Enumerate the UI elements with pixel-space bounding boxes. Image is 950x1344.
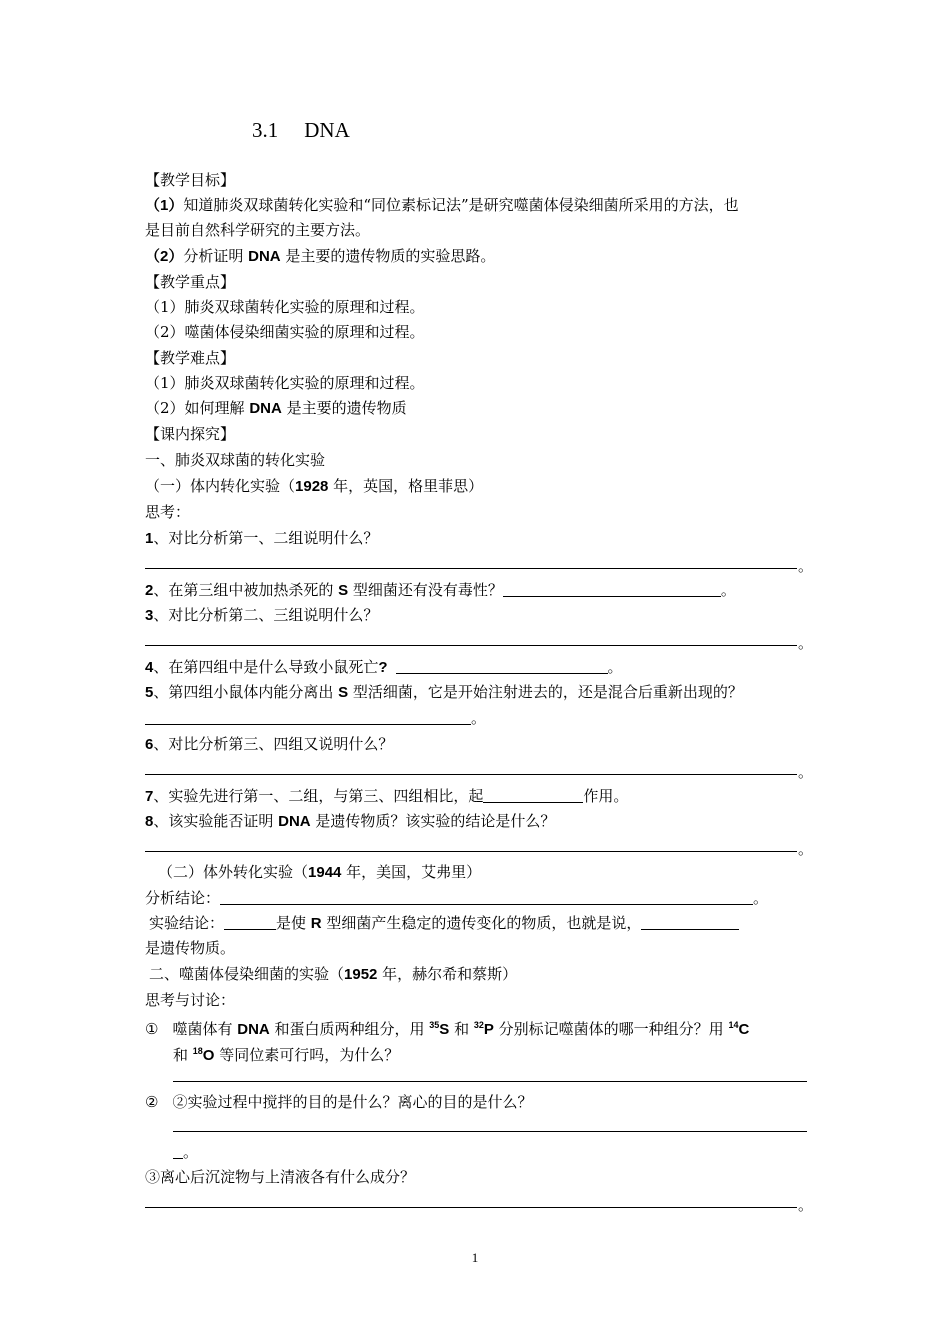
key-point-2: （2）噬菌体侵染细菌实验的原理和过程。	[145, 323, 425, 341]
objectives-heading: 【教学目标】	[145, 171, 236, 189]
answer-blank-4[interactable]	[396, 659, 608, 674]
key-points-heading: 【教学重点】	[145, 273, 236, 291]
experiment-conclusion: 实验结论： 是使 R 型细菌产生稳定的遗传变化的物质，也就是说，	[149, 913, 739, 934]
question-7: 7、实验先进行第一、二组，与第三、四组相比，起 作用。	[145, 787, 629, 805]
answer-line-8[interactable]	[145, 851, 797, 852]
question-2: 2、在第三组中被加热杀死的 S 型细菌还有没有毒性？ 。	[145, 581, 736, 599]
answer-line-discussion-2[interactable]	[173, 1131, 807, 1132]
difficulties-heading: 【教学难点】	[145, 349, 236, 367]
period: 。	[798, 1196, 814, 1214]
objective-2: （2）分析证明 DNA 是主要的遗传物质的实验思路。	[145, 247, 496, 265]
answer-blank-5[interactable]	[145, 710, 471, 725]
answer-line-3[interactable]	[145, 645, 797, 646]
answer-line-1[interactable]	[145, 568, 797, 569]
question-3: 3、对比分析第二、三组说明什么？	[145, 606, 379, 624]
period: 。	[798, 634, 814, 652]
discussion-3: ③离心后沉淀物与上清液各有什么成分？	[145, 1168, 416, 1186]
title-number: 3.1	[252, 118, 279, 142]
question-6: 6、对比分析第三、四组又说明什么？	[145, 735, 394, 753]
subsection-1-title: （一）体内转化实验（1928 年，英国，格里菲思）	[145, 477, 484, 495]
discussion-1-continued: 和 $^{18}$O 等同位素可行吗，为什么？	[173, 1046, 400, 1064]
question-8: 8、该实验能否证明 DNA 是遗传物质？该实验的结论是什么？	[145, 812, 556, 830]
discussion-2: ② ②实验过程中搅拌的目的是什么？离心的目的是什么？	[145, 1093, 533, 1111]
question-4: 4、在第四组中是什么导致小鼠死亡? 。	[145, 658, 623, 676]
question-5-answer: 。	[145, 708, 486, 728]
think-label: 思考：	[145, 503, 191, 521]
period: 。	[798, 557, 814, 575]
question-5: 5、第四组小鼠体内能分离出 S 型活细菌，它是开始注射进去的，还是混合后重新出现的？	[145, 683, 743, 701]
key-point-1: （1）肺炎双球菌转化实验的原理和过程。	[145, 298, 425, 316]
answer-line-6[interactable]	[145, 774, 797, 775]
title-text: DNA	[304, 118, 350, 142]
conclusion-blank-1[interactable]	[224, 915, 276, 930]
answer-blank-7[interactable]	[483, 788, 583, 803]
objective-1: （1）知道肺炎双球菌转化实验和“同位素标记法”是研究噬菌体侵染细菌所采用的方法，也	[145, 196, 739, 214]
analysis-blank[interactable]	[220, 890, 753, 905]
subsection-2-title: （二）体外转化实验（1944 年，美国，艾弗里）	[158, 863, 482, 881]
question-1: 1、对比分析第一、二组说明什么？	[145, 529, 379, 547]
discussion-label: 思考与讨论：	[145, 991, 236, 1009]
period: 。	[798, 763, 814, 781]
discussion-2-end: 。	[173, 1142, 198, 1162]
difficulty-2: （2）如何理解 DNA 是主要的遗传物质	[145, 399, 407, 417]
page-number: 1	[471, 1250, 479, 1265]
objective-1-continued: 是目前自然科学研究的主要方法。	[145, 221, 371, 239]
discussion-1: ① 噬菌体有 DNA 和蛋白质两种组分，用 $^{35}$S 和 $^{32}$P 分别标记噬菌体的哪一种组分？用 $^{14}$C	[145, 1020, 750, 1038]
answer-line-discussion-3[interactable]	[145, 1207, 797, 1208]
section-1-title: 一、肺炎双球菌的转化实验	[145, 451, 326, 469]
answer-blank-2[interactable]	[503, 582, 721, 597]
experiment-conclusion-end: 是遗传物质。	[145, 939, 236, 957]
inquiry-heading: 【课内探究】	[145, 425, 236, 443]
answer-blank-discussion-2[interactable]	[173, 1144, 183, 1159]
section-2-title: 二、噬菌体侵染细菌的实验（1952 年，赫尔希和蔡斯）	[149, 965, 518, 983]
period: 。	[798, 840, 814, 858]
page-title	[252, 118, 376, 143]
answer-line-discussion-1[interactable]	[173, 1081, 807, 1082]
difficulty-1: （1）肺炎双球菌转化实验的原理和过程。	[145, 374, 425, 392]
conclusion-blank-2[interactable]	[641, 915, 739, 930]
analysis-conclusion: 分析结论： 。	[145, 889, 769, 907]
